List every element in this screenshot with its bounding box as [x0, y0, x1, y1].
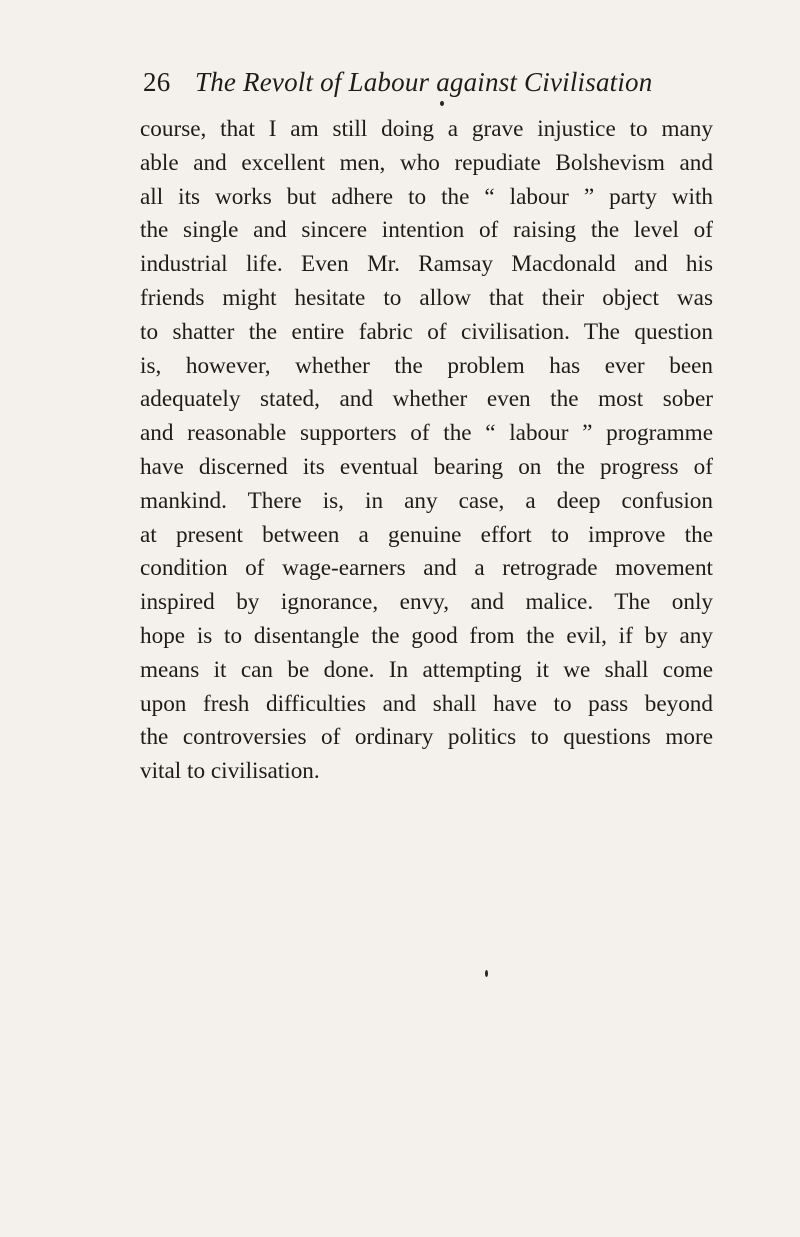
- text-line: the controversies of ordinary politics to questions more: [140, 724, 713, 751]
- ink-speck: [485, 970, 488, 977]
- page-number: 26: [143, 67, 171, 97]
- text-line: mankind. There is, in any case, a deep confusion: [140, 487, 713, 514]
- text-line: is, however, whether the problem has ever been: [140, 352, 713, 379]
- text-line: all its works but adhere to the “ labour ” party with: [140, 183, 713, 210]
- text-line: to shatter the entire fabric of civilisation. The question: [140, 318, 713, 345]
- text-line: means it can be done. In attempting it we shall come: [140, 656, 713, 683]
- text-line: friends might hesitate to allow that their object was: [140, 284, 713, 311]
- text-line: the single and sincere intention of raising the level of: [140, 217, 713, 244]
- ink-speck: [440, 101, 444, 106]
- running-head: [143, 62, 723, 102]
- text-line: industrial life. Even Mr. Ramsay Macdonald and his: [140, 251, 713, 278]
- text-line: have discerned its eventual bearing on the progress of: [140, 453, 713, 480]
- text-line: adequately stated, and whether even the most sober: [140, 386, 713, 413]
- text-line: able and excellent men, who repudiate Bolshevism and: [140, 149, 713, 176]
- text-line: at present between a genuine effort to improve the: [140, 521, 713, 548]
- text-line: condition of wage-earners and a retrograde movement: [140, 555, 713, 582]
- body-text: [140, 113, 713, 789]
- text-line: hope is to disentangle the good from the evil, if by any: [140, 622, 713, 649]
- running-title: The Revolt of Labour against Civilisation: [195, 67, 653, 97]
- text-line: inspired by ignorance, envy, and malice. The only: [140, 589, 713, 616]
- text-line: and reasonable supporters of the “ labour ” programme: [140, 420, 713, 447]
- text-line: upon fresh difficulties and shall have to pass beyond: [140, 690, 713, 717]
- text-line: course, that I am still doing a grave injustice to many: [140, 116, 713, 142]
- text-line: vital to civilisation.: [140, 758, 320, 785]
